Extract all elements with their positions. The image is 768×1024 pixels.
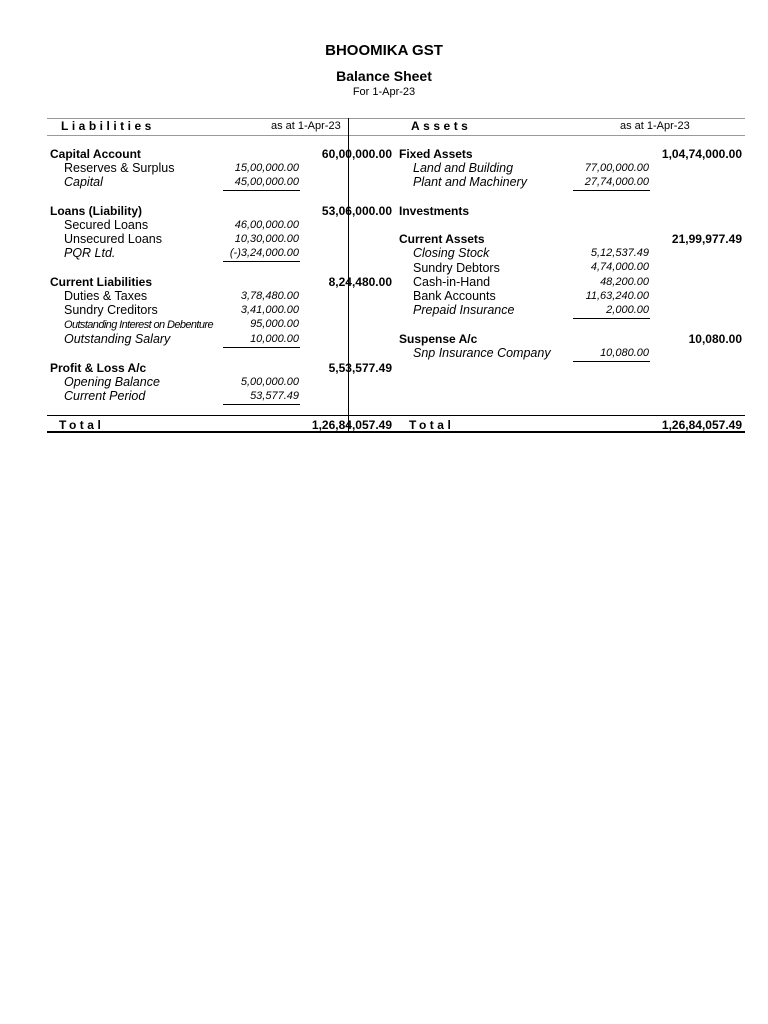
- asset-group-total: 10,080.00: [688, 332, 742, 346]
- liability-item: Secured Loans: [64, 218, 149, 232]
- liability-item: Outstanding Interest on Debenture: [64, 319, 213, 331]
- total-top-rule: [47, 415, 745, 416]
- asset-item: Land and Building: [413, 161, 514, 175]
- liability-item: Unsecured Loans: [64, 232, 162, 246]
- liability-group-profit-loss: Profit & Loss A/c: [50, 361, 147, 375]
- liability-group-total: 53,06,000.00: [321, 204, 392, 218]
- subtotal-underline: [573, 190, 650, 191]
- liability-group-total: 8,24,480.00: [328, 275, 392, 289]
- liabilities-total-label: Total: [59, 418, 105, 432]
- asset-group-current-assets: Current Assets: [399, 232, 485, 246]
- asset-item-amount: 11,63,240.00: [585, 290, 649, 302]
- liability-group-total: 5,53,577.49: [328, 361, 392, 375]
- liability-group-capital-account: Capital Account: [50, 147, 141, 161]
- balance-sheet-table: [47, 118, 745, 434]
- assets-total-value: 1,26,84,057.49: [661, 418, 742, 432]
- liability-item: Duties & Taxes: [64, 289, 148, 303]
- assets-heading: Assets: [411, 119, 472, 133]
- liabilities-total-value: 1,26,84,057.49: [311, 418, 392, 432]
- liability-item: Sundry Creditors: [64, 303, 158, 317]
- subtotal-underline: [223, 404, 300, 405]
- liability-item-amount: 3,78,480.00: [240, 290, 299, 302]
- subtotal-underline: [573, 361, 650, 362]
- asset-group-suspense: Suspense A/c: [399, 332, 478, 346]
- asset-item-amount: 77,00,000.00: [584, 162, 649, 174]
- liability-group-loans: Loans (Liability): [50, 204, 143, 218]
- asset-item: Plant and Machinery: [413, 175, 527, 189]
- liabilities-heading: Liabilities: [61, 119, 155, 133]
- asset-item-amount: 10,080.00: [600, 347, 649, 359]
- liability-item-amount: 46,00,000.00: [234, 219, 299, 231]
- liability-item-amount: 95,000.00: [250, 318, 299, 330]
- asset-item: Snp Insurance Company: [413, 346, 551, 360]
- liability-item-amount: 45,00,000.00: [234, 176, 299, 188]
- asset-item-amount: 27,74,000.00: [584, 176, 649, 188]
- liability-item: Opening Balance: [64, 375, 160, 389]
- liability-item-amount: 5,00,000.00: [240, 376, 299, 388]
- asset-item-amount: 2,000.00: [606, 304, 649, 316]
- liability-item: Capital: [64, 175, 103, 189]
- liability-item-amount: 10,000.00: [250, 333, 299, 345]
- liability-item: Current Period: [64, 389, 146, 403]
- liability-item-amount: (-)3,24,000.00: [229, 247, 299, 259]
- liability-item: Outstanding Salary: [64, 332, 171, 346]
- liability-item-amount: 53,577.49: [250, 390, 299, 402]
- liability-item: Reserves & Surplus: [64, 161, 175, 175]
- asset-item: Bank Accounts: [413, 289, 496, 303]
- liabilities-date-heading: as at 1-Apr-23: [271, 120, 341, 132]
- asset-group-fixed-assets: Fixed Assets: [399, 147, 473, 161]
- liability-group-current-liabilities: Current Liabilities: [50, 275, 153, 289]
- asset-item: Cash-in-Hand: [413, 275, 491, 289]
- asset-item: Sundry Debtors: [413, 261, 500, 275]
- asset-item-amount: 5,12,537.49: [590, 247, 649, 259]
- subtotal-underline: [573, 318, 650, 319]
- assets-date-heading: as at 1-Apr-23: [620, 120, 690, 132]
- header-rule: [47, 135, 745, 136]
- subtotal-underline: [223, 347, 300, 348]
- asset-group-total: 21,99,977.49: [671, 232, 742, 246]
- asset-group-investments: Investments: [399, 204, 470, 218]
- report-title: Balance Sheet: [336, 68, 432, 84]
- liability-group-total: 60,00,000.00: [321, 147, 392, 161]
- liability-item-amount: 15,00,000.00: [234, 162, 299, 174]
- report-period: For 1-Apr-23: [352, 86, 416, 98]
- liability-item-amount: 3,41,000.00: [240, 304, 299, 316]
- asset-item: Prepaid Insurance: [413, 303, 515, 317]
- liability-item: PQR Ltd.: [64, 246, 116, 260]
- company-name: BHOOMIKA GST: [325, 42, 443, 59]
- asset-item-amount: 48,200.00: [600, 276, 649, 288]
- liability-item-amount: 10,30,000.00: [234, 233, 299, 245]
- subtotal-underline: [223, 261, 300, 262]
- asset-item: Closing Stock: [413, 246, 490, 260]
- assets-total-label: Total: [409, 418, 455, 432]
- subtotal-underline: [223, 190, 300, 191]
- asset-group-total: 1,04,74,000.00: [661, 147, 742, 161]
- asset-item-amount: 4,74,000.00: [590, 261, 649, 273]
